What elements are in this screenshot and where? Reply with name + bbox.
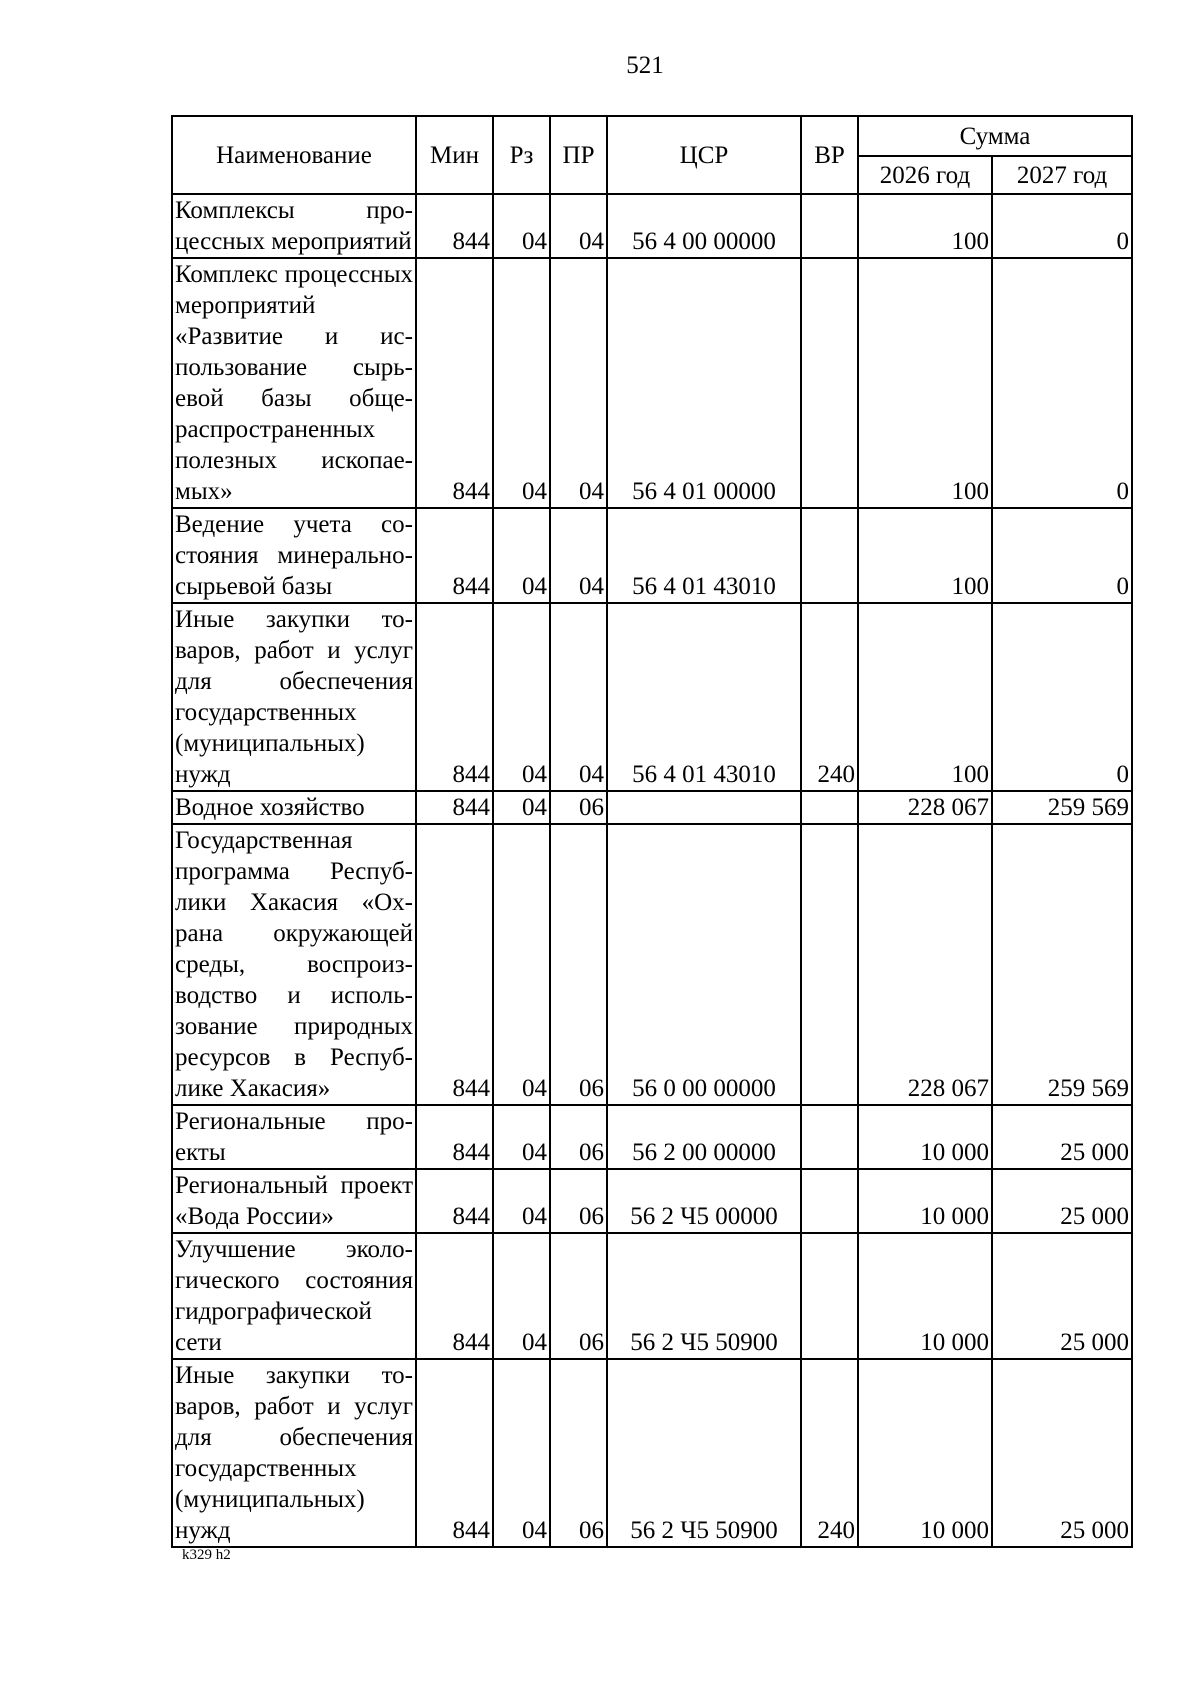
cell-vr — [801, 1105, 858, 1169]
cell-sum-2026: 228 067 — [858, 824, 992, 1105]
cell-rz: 04 — [493, 194, 550, 258]
cell-csr: 56 4 00 00000 — [607, 194, 801, 258]
cell-min: 844 — [416, 824, 493, 1105]
cell-rz: 04 — [493, 1233, 550, 1359]
page-number: 521 — [626, 52, 664, 79]
cell-pr: 06 — [550, 1233, 607, 1359]
cell-vr — [801, 508, 858, 603]
cell-min: 844 — [416, 1233, 493, 1359]
cell-pr: 06 — [550, 1359, 607, 1547]
cell-pr: 04 — [550, 508, 607, 603]
header-year-2027: 2027 год — [992, 156, 1132, 194]
cell-vr — [801, 824, 858, 1105]
cell-csr: 56 2 Ч5 00000 — [607, 1169, 801, 1233]
cell-name: Водное хозяйство — [172, 791, 416, 824]
header-year-2026: 2026 год — [858, 156, 992, 194]
cell-rz: 04 — [493, 258, 550, 508]
cell-rz: 04 — [493, 1359, 550, 1547]
cell-sum-2026: 10 000 — [858, 1359, 992, 1547]
cell-sum-2026: 100 — [858, 508, 992, 603]
cell-csr: 56 4 01 43010 — [607, 508, 801, 603]
table-row — [172, 508, 1132, 603]
cell-sum-2027: 0 — [992, 194, 1132, 258]
cell-sum-2027: 25 000 — [992, 1105, 1132, 1169]
table-row — [172, 791, 1132, 824]
cell-name: Региональные проекты — [172, 1105, 416, 1169]
header-vr: ВР — [801, 116, 858, 194]
cell-sum-2026: 100 — [858, 603, 992, 791]
cell-vr — [801, 194, 858, 258]
cell-name: Комплекс процессных мероприятий «Развитие и использование сырьевой базы общераспространенных полезных ископаемых» — [172, 258, 416, 508]
cell-vr — [801, 258, 858, 508]
cell-rz: 04 — [493, 791, 550, 824]
cell-sum-2026: 10 000 — [858, 1233, 992, 1359]
cell-sum-2027: 25 000 — [992, 1233, 1132, 1359]
table-body — [172, 194, 1132, 1547]
cell-csr: 56 2 Ч5 50900 — [607, 1359, 801, 1547]
cell-min: 844 — [416, 1169, 493, 1233]
table-row — [172, 1105, 1132, 1169]
cell-sum-2027: 0 — [992, 508, 1132, 603]
table-row — [172, 258, 1132, 508]
cell-min: 844 — [416, 603, 493, 791]
cell-csr: 56 2 00 00000 — [607, 1105, 801, 1169]
cell-sum-2027: 0 — [992, 603, 1132, 791]
cell-sum-2026: 100 — [858, 258, 992, 508]
cell-sum-2027: 259 569 — [992, 791, 1132, 824]
cell-vr — [801, 1233, 858, 1359]
cell-sum-2026: 10 000 — [858, 1169, 992, 1233]
cell-sum-2026: 100 — [858, 194, 992, 258]
cell-csr: 56 4 01 43010 — [607, 603, 801, 791]
header-csr: ЦСР — [607, 116, 801, 194]
cell-name: Иные закупки товаров, работ и услуг для обеспечения государственных (муниципальных) нужд — [172, 1359, 416, 1547]
footer-code: k329 h2 — [182, 1547, 231, 1563]
table-row — [172, 1359, 1132, 1547]
cell-pr: 06 — [550, 824, 607, 1105]
cell-rz: 04 — [493, 1105, 550, 1169]
cell-name: Иные закупки товаров, работ и услуг для обеспечения государственных (муниципальных) нужд — [172, 603, 416, 791]
cell-name: Ведение учета состояния минерально-сырьевой базы — [172, 508, 416, 603]
cell-pr: 04 — [550, 603, 607, 791]
cell-sum-2027: 25 000 — [992, 1359, 1132, 1547]
cell-sum-2027: 25 000 — [992, 1169, 1132, 1233]
cell-sum-2026: 228 067 — [858, 791, 992, 824]
cell-pr: 06 — [550, 1169, 607, 1233]
cell-rz: 04 — [493, 824, 550, 1105]
header-min: Мин — [416, 116, 493, 194]
cell-name: Комплексы процессных мероприятий — [172, 194, 416, 258]
cell-pr: 06 — [550, 791, 607, 824]
cell-vr: 240 — [801, 1359, 858, 1547]
header-sum: Сумма — [858, 116, 1132, 156]
cell-min: 844 — [416, 194, 493, 258]
cell-name: Региональный проект «Вода России» — [172, 1169, 416, 1233]
table-row — [172, 194, 1132, 258]
cell-sum-2027: 0 — [992, 258, 1132, 508]
table-row — [172, 603, 1132, 791]
cell-min: 844 — [416, 258, 493, 508]
cell-min: 844 — [416, 508, 493, 603]
cell-csr: 56 2 Ч5 50900 — [607, 1233, 801, 1359]
cell-rz: 04 — [493, 603, 550, 791]
cell-csr — [607, 791, 801, 824]
cell-vr — [801, 791, 858, 824]
table-header — [172, 116, 1132, 194]
header-pr: ПР — [550, 116, 607, 194]
table-row — [172, 824, 1132, 1105]
table-row — [172, 1233, 1132, 1359]
cell-name: Государственная программа Республики Хакасия «Охрана окружающей среды, воспроизводство и использование природных ресурсов в Республике Хакасия» — [172, 824, 416, 1105]
cell-rz: 04 — [493, 1169, 550, 1233]
cell-vr: 240 — [801, 603, 858, 791]
budget-table — [171, 115, 1133, 1548]
cell-name: Улучшение экологического состояния гидрографической сети — [172, 1233, 416, 1359]
cell-sum-2026: 10 000 — [858, 1105, 992, 1169]
header-name: Наименование — [172, 116, 416, 194]
cell-csr: 56 4 01 00000 — [607, 258, 801, 508]
cell-min: 844 — [416, 791, 493, 824]
cell-pr: 04 — [550, 194, 607, 258]
cell-min: 844 — [416, 1359, 493, 1547]
header-rz: Рз — [493, 116, 550, 194]
cell-pr: 06 — [550, 1105, 607, 1169]
cell-sum-2027: 259 569 — [992, 824, 1132, 1105]
cell-csr: 56 0 00 00000 — [607, 824, 801, 1105]
cell-pr: 04 — [550, 258, 607, 508]
cell-min: 844 — [416, 1105, 493, 1169]
table-row — [172, 1169, 1132, 1233]
cell-rz: 04 — [493, 508, 550, 603]
cell-vr — [801, 1169, 858, 1233]
